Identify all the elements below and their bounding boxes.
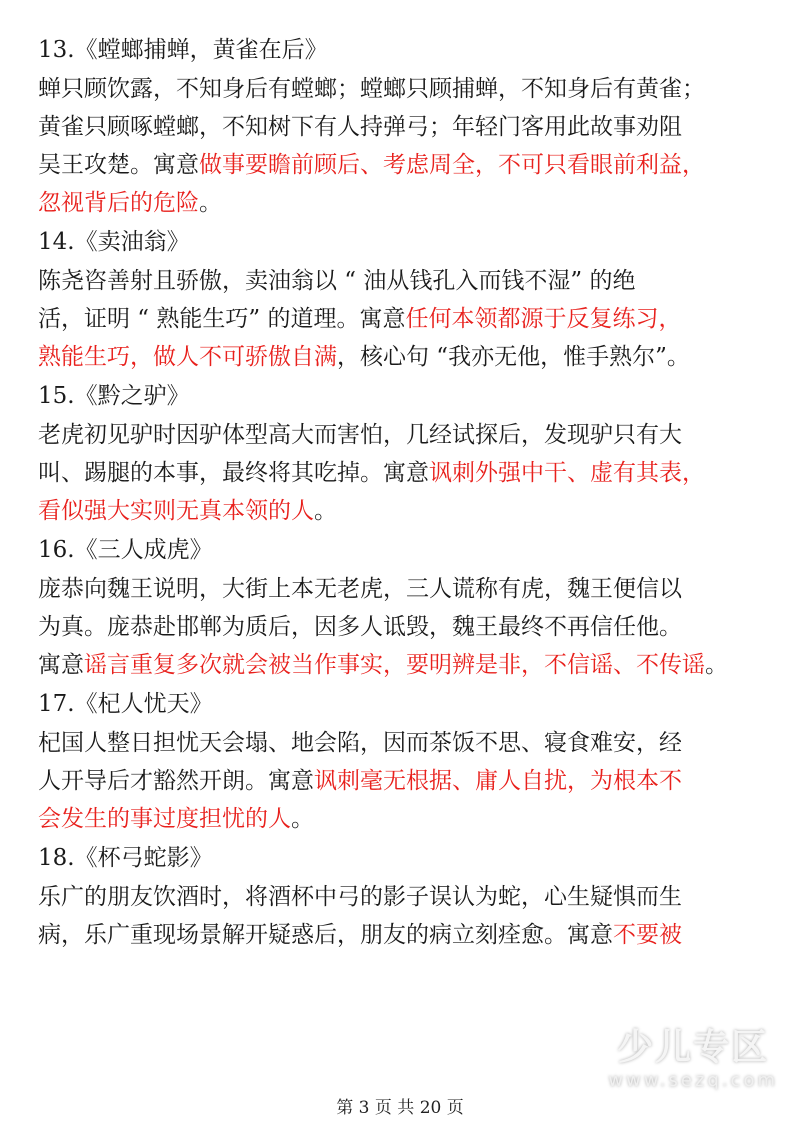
text-line bbox=[38, 916, 764, 954]
story-section bbox=[38, 684, 764, 838]
text-line bbox=[38, 108, 764, 146]
story-title: 16.《三人成虎》 bbox=[38, 537, 213, 563]
text-segment: 老虎初见驴时因驴体型高大而害怕，几经试探后，发现驴只有大 bbox=[38, 422, 682, 448]
text-segment: 庞恭向魏王说明，大街上本无老虎，三人谎称有虎，魏王便信以 bbox=[38, 576, 682, 602]
text-line bbox=[38, 300, 764, 338]
story-title: 18.《杯弓蛇影》 bbox=[38, 845, 213, 871]
document-body bbox=[38, 30, 764, 954]
moral-highlight: 讽刺毫无根据、庸人自扰，为根本不 bbox=[314, 768, 682, 794]
text-segment: 蝉只顾饮露，不知身后有螳螂；螳螂只顾捕蝉，不知身后有黄雀； bbox=[38, 76, 705, 102]
story-title: 15.《黔之驴》 bbox=[38, 383, 190, 409]
text-segment: 吴王攻楚。寓意 bbox=[38, 152, 199, 178]
story-section bbox=[38, 530, 764, 684]
story-title: 14.《卖油翁》 bbox=[38, 229, 190, 255]
moral-highlight: 不要被 bbox=[613, 922, 682, 948]
story-section bbox=[38, 376, 764, 530]
story-section bbox=[38, 838, 764, 954]
text-line bbox=[38, 570, 764, 608]
story-section bbox=[38, 222, 764, 376]
watermark-url: www.sezq.com bbox=[608, 1070, 778, 1091]
watermark-brand: 少儿专区 bbox=[617, 1027, 770, 1068]
text-line bbox=[38, 646, 764, 684]
text-segment: 活，证明 “ 熟能生巧” 的道理。寓意 bbox=[38, 306, 406, 332]
text-line bbox=[38, 724, 764, 762]
text-segment: 。 bbox=[705, 652, 728, 678]
moral-highlight: 做事要瞻前顾后、考虑周全，不可只看眼前利益， bbox=[199, 152, 705, 178]
moral-highlight: 熟能生巧，做人不可骄傲自满 bbox=[38, 344, 337, 370]
text-segment: ，核心句 “我亦无他，惟手熟尔”。 bbox=[337, 344, 690, 370]
text-line bbox=[38, 454, 764, 492]
text-segment: 陈尧咨善射且骄傲，卖油翁以 “ 油从钱孔入而钱不湿” 的绝 bbox=[38, 268, 636, 294]
story-title: 13.《螳螂捕蝉，黄雀在后》 bbox=[38, 37, 328, 63]
text-line bbox=[38, 70, 764, 108]
text-segment: 。 bbox=[199, 190, 222, 216]
moral-highlight: 看似强大实则无真本领的人 bbox=[38, 498, 314, 524]
text-segment: 病，乐广重现场景解开疑惑后，朋友的病立刻痊愈。寓意 bbox=[38, 922, 613, 948]
page-footer: 第 3 页 共 20 页 bbox=[336, 1098, 464, 1118]
moral-highlight: 会发生的事过度担忧的人 bbox=[38, 806, 291, 832]
text-line bbox=[38, 184, 764, 222]
text-segment: 。 bbox=[314, 498, 337, 524]
text-line bbox=[38, 608, 764, 646]
moral-highlight: 任何本领都源于反复练习， bbox=[405, 306, 682, 332]
text-segment: 为真。庞恭赴邯郸为质后，因多人诋毁，魏王最终不再信任他。 bbox=[38, 614, 682, 640]
text-line bbox=[38, 762, 764, 800]
text-segment: 人开导后才豁然开朗。寓意 bbox=[38, 768, 314, 794]
text-line bbox=[38, 262, 764, 300]
text-line bbox=[38, 338, 764, 376]
moral-highlight: 讽刺外强中干、虚有其表， bbox=[429, 460, 705, 486]
story-title: 17.《杞人忧天》 bbox=[38, 691, 213, 717]
text-segment: 黄雀只顾啄螳螂，不知树下有人持弹弓；年轻门客用此故事劝阻 bbox=[38, 114, 682, 140]
story-section bbox=[38, 30, 764, 222]
moral-highlight: 忽视背后的危险 bbox=[38, 190, 199, 216]
text-segment: 。 bbox=[291, 806, 314, 832]
text-line bbox=[38, 146, 764, 184]
text-line bbox=[38, 800, 764, 838]
text-segment: 叫、踢腿的本事，最终将其吃掉。寓意 bbox=[38, 460, 429, 486]
text-segment: 杞国人整日担忧天会塌、地会陷，因而茶饭不思、寝食难安，经 bbox=[38, 730, 682, 756]
text-line bbox=[38, 878, 764, 916]
text-line bbox=[38, 416, 764, 454]
site-watermark bbox=[608, 1019, 778, 1091]
text-segment: 寓意 bbox=[38, 652, 84, 678]
moral-highlight: 谣言重复多次就会被当作事实，要明辨是非，不信谣、不传谣 bbox=[84, 652, 705, 678]
text-segment: 乐广的朋友饮酒时，将酒杯中弓的影子误认为蛇，心生疑惧而生 bbox=[38, 884, 682, 910]
text-line bbox=[38, 492, 764, 530]
